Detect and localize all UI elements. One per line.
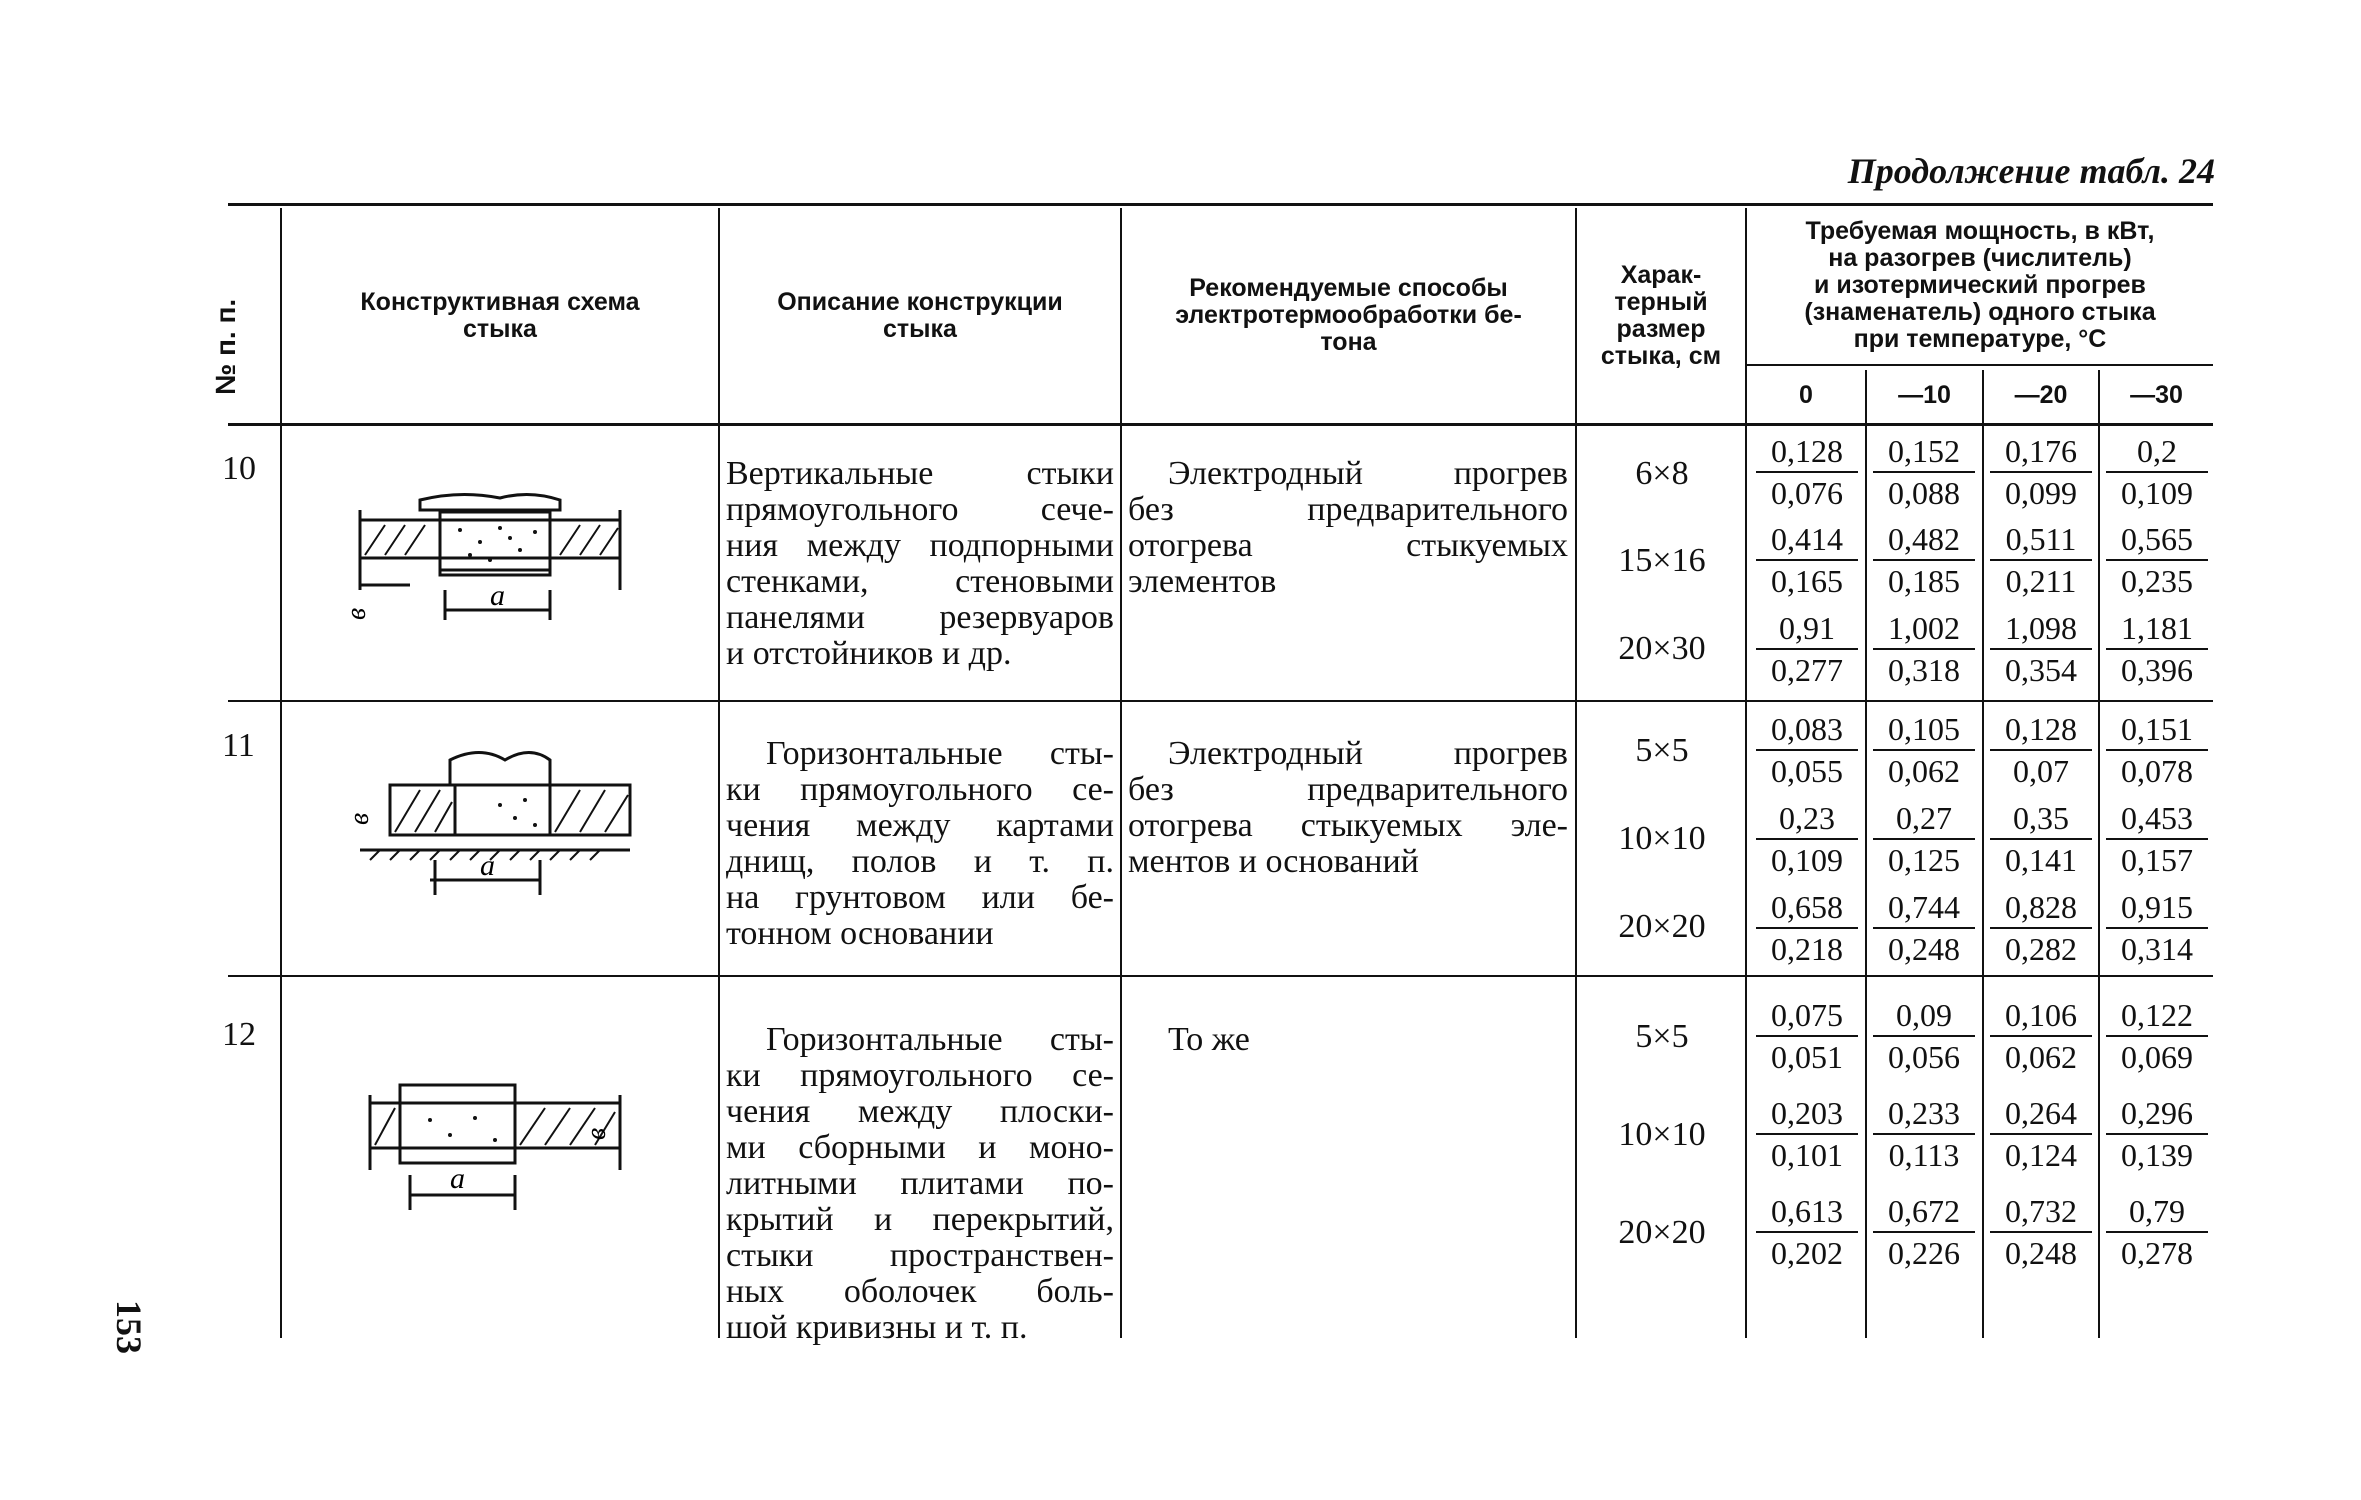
size-cell: 10×10 (1618, 820, 1706, 857)
value-fraction: $\frac{0,083}{0,055}$ (1752, 711, 1862, 789)
value-fraction: $\frac{0,828}{0,282}$ (1986, 889, 2096, 967)
header-temp-0: 0 (1799, 380, 1813, 409)
header-description: Описание конструкции стыка (777, 287, 1063, 343)
value-fraction: $\frac{0,23}{0,109}$ (1752, 800, 1862, 878)
value-fraction: $\frac{0,2}{0,109}$ (2102, 433, 2212, 511)
row-number: 12 (222, 1016, 256, 1053)
value-fraction: $\frac{0,296}{0,139}$ (2102, 1095, 2212, 1173)
value-fraction: $\frac{0,79}{0,278}$ (2102, 1193, 2212, 1271)
value-fraction: $\frac{0,672}{0,226}$ (1869, 1193, 1979, 1271)
joint-scheme-vertical (341, 480, 630, 640)
row-10-description: Вертикальные стыки прямоугольного сече- ния между подпорными стенками, стеновыми панелями резервуаров и отстойников и др. (726, 455, 1114, 672)
value-fraction: $\frac{0,613}{0,202}$ (1752, 1193, 1862, 1271)
header-temp-10: —10 (1898, 380, 1951, 409)
size-cell: 20×30 (1618, 630, 1706, 667)
size-cell: 5×5 (1635, 732, 1689, 769)
row-10-method: Электродный прогрев без предварительного отогрева стыкуемых элементов (1128, 455, 1568, 600)
row-11-bottom-rule (228, 975, 2213, 977)
header-power: Требуемая мощность, в кВт, на разогрев (числитель) и изотермический прогрев (знаменатель) одного стыка при температуре, °С (1804, 216, 2156, 353)
value-fraction: $\frac{0,09}{0,056}$ (1869, 997, 1979, 1075)
value-fraction: $\frac{0,414}{0,165}$ (1752, 521, 1862, 599)
value-fraction: $\frac{0,128}{0,07}$ (1986, 711, 2096, 789)
value-fraction: $\frac{0,233}{0,113}$ (1869, 1095, 1979, 1173)
value-fraction: $\frac{0,264}{0,124}$ (1986, 1095, 2096, 1173)
value-fraction: $\frac{0,744}{0,248}$ (1869, 889, 1979, 967)
value-fraction: $\frac{1,098}{0,354}$ (1986, 610, 2096, 688)
table-top-rule (228, 203, 2213, 206)
value-fraction: $\frac{0,128}{0,076}$ (1752, 433, 1862, 511)
value-fraction: $\frac{0,27}{0,125}$ (1869, 800, 1979, 878)
value-fraction: $\frac{0,176}{0,099}$ (1986, 433, 2096, 511)
scheme-label-a: a (490, 579, 505, 612)
value-fraction: $\frac{0,105}{0,062}$ (1869, 711, 1979, 789)
row-12-method: То же (1168, 1021, 1250, 1058)
value-fraction: $\frac{0,915}{0,314}$ (2102, 889, 2212, 967)
header-temp-30: —30 (2130, 380, 2183, 409)
scheme-label-b: в (344, 812, 375, 825)
size-cell: 5×5 (1635, 1018, 1689, 1055)
value-fraction: $\frac{0,203}{0,101}$ (1752, 1095, 1862, 1173)
table-caption: Продолжение табл. 24 (1847, 151, 2215, 191)
scheme-label-b: в (581, 1127, 612, 1140)
size-cell: 6×8 (1635, 455, 1689, 492)
header-temp-20: —20 (2014, 380, 2068, 409)
scheme-label-a: a (480, 849, 495, 882)
joint-scheme-horizontal-slab (350, 1070, 640, 1230)
value-fraction: $\frac{0,732}{0,248}$ (1986, 1193, 2096, 1271)
header-methods: Рекомендуемые способы электротермообработки бе- тона (1175, 274, 1522, 356)
header-num: № п. п. (210, 298, 241, 395)
value-fraction: $\frac{0,075}{0,051}$ (1752, 997, 1862, 1075)
col-sep-6 (1865, 370, 1867, 1338)
size-cell: 10×10 (1618, 1116, 1706, 1153)
row-10-bottom-rule (228, 700, 2213, 702)
value-fraction: $\frac{0,122}{0,069}$ (2102, 997, 2212, 1075)
value-fraction: $\frac{0,453}{0,157}$ (2102, 800, 2212, 878)
value-fraction: $\frac{0,91}{0,277}$ (1752, 610, 1862, 688)
size-cell: 15×16 (1618, 542, 1706, 579)
size-cell: 20×20 (1618, 1214, 1706, 1251)
value-fraction: $\frac{0,511}{0,211}$ (1986, 521, 2096, 599)
row-number: 10 (222, 450, 256, 487)
value-fraction: $\frac{0,106}{0,062}$ (1986, 997, 2096, 1075)
value-fraction: $\frac{0,565}{0,235}$ (2102, 521, 2212, 599)
value-fraction: $\frac{1,181}{0,396}$ (2102, 610, 2212, 688)
page-number: 153 (109, 1300, 149, 1354)
scheme-label-a: a (450, 1162, 465, 1195)
joint-scheme-horizontal-ground (340, 740, 640, 910)
value-fraction: $\frac{0,658}{0,218}$ (1752, 889, 1862, 967)
col-sep-7 (1982, 370, 1984, 1338)
row-number: 11 (222, 727, 255, 764)
header-bottom-rule (228, 423, 2213, 426)
value-fraction: $\frac{1,002}{0,318}$ (1869, 610, 1979, 688)
scheme-label-b: в (341, 607, 372, 620)
row-11-description: Горизонтальные сты- ки прямоугольного се- чения между картами днищ, полов и т. п. на грунтовом или бе- тонном основании (726, 735, 1114, 952)
row-11-method: Электродный прогрев без предварительного отогрева стыкуемых эле- ментов и оснований (1128, 735, 1568, 880)
col-sep-8 (2098, 370, 2100, 1338)
value-fraction: $\frac{0,152}{0,088}$ (1869, 433, 1979, 511)
temp-header-rule (1745, 364, 2213, 366)
size-cell: 20×20 (1618, 908, 1706, 945)
row-12-description: Горизонтальные сты- ки прямоугольного се- чения между плоски- ми сборными и моно- литными плитами по- крытий и перекрытий, стыки пространствен- ных оболочек боль- шой кривизны и т. п. (726, 1021, 1114, 1346)
value-fraction: $\frac{0,482}{0,185}$ (1869, 521, 1979, 599)
value-fraction: $\frac{0,35}{0,141}$ (1986, 800, 2096, 878)
header-size: Харак- терный размер стыка, см (1600, 260, 1722, 370)
header-scheme: Конструктивная схема стыка (360, 287, 640, 343)
value-fraction: $\frac{0,151}{0,078}$ (2102, 711, 2212, 789)
